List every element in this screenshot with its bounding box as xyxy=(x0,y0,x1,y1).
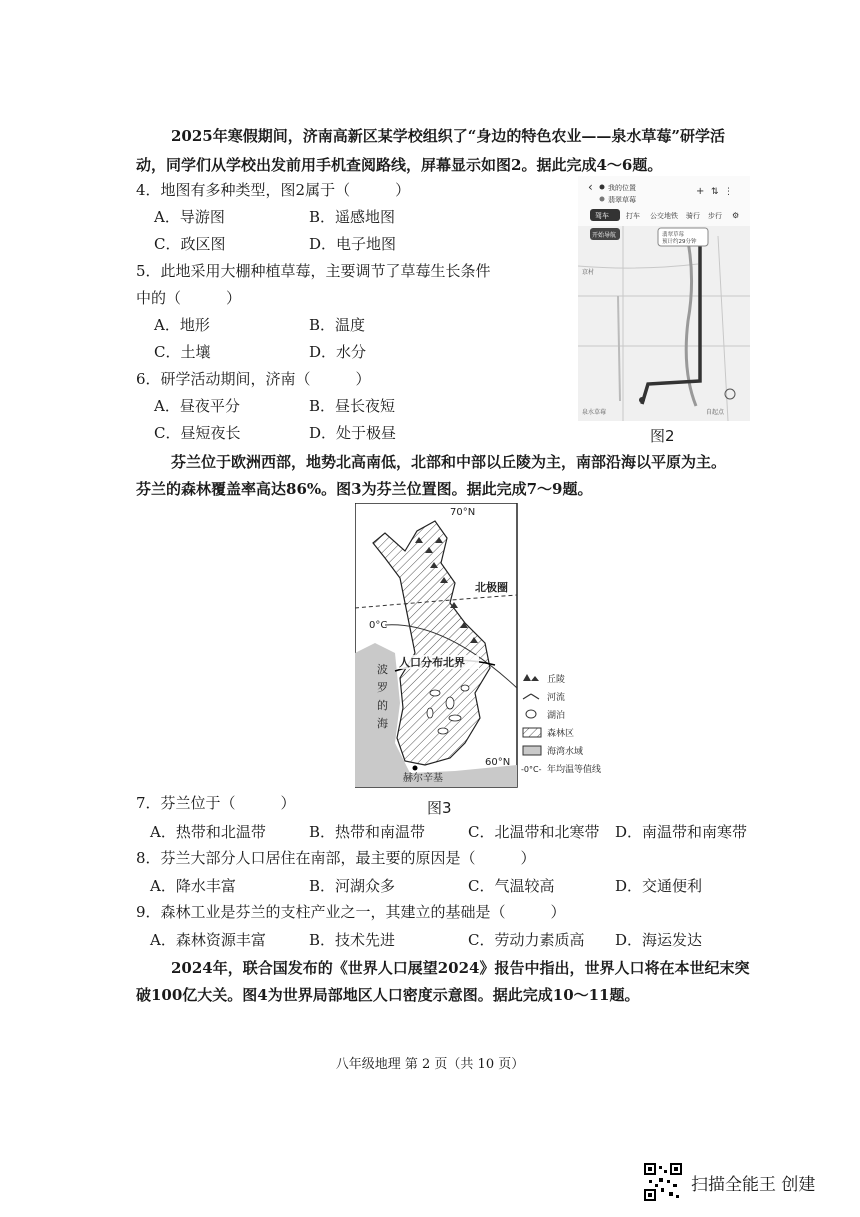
q5-option-b[interactable]: B．温度 xyxy=(309,316,366,334)
isotherm-0c-label: 0°C xyxy=(369,620,388,631)
q5-stem-line2: 中的（ ） xyxy=(136,289,242,307)
q5-option-c[interactable]: C．土壤 xyxy=(154,343,211,361)
q4-stem: 4．地图有多种类型，图2属于（ ） xyxy=(136,181,411,199)
q6-option-a[interactable]: A．昼夜平分 xyxy=(154,397,240,415)
qr-code-icon xyxy=(643,1162,683,1202)
q5-stem-line1: 5．此地采用大棚种植草莓，主要调节了草莓生长条件 xyxy=(136,262,491,280)
q8-option-a[interactable]: A．降水丰富 xyxy=(150,877,236,895)
q5-option-a[interactable]: A．地形 xyxy=(154,316,210,334)
q6-stem: 6．研学活动期间，济南（ ） xyxy=(136,370,371,388)
arctic-circle-label: 北极圈 xyxy=(475,581,508,594)
intro-4-6-line1: 2025年寒假期间，济南高新区某学校组织了“身边的特色农业——泉水草莓”研学活 xyxy=(171,127,726,145)
fig2-village-label: 京村 xyxy=(582,269,595,276)
legend-river-icon xyxy=(523,694,539,699)
page-footer: 八年级地理 第 2 页（共 10 页） xyxy=(335,1057,525,1072)
baltic-char-2: 罗 xyxy=(377,681,388,694)
q8-option-c[interactable]: C．气温较高 xyxy=(468,877,555,895)
helsinki-marker-icon xyxy=(413,766,418,771)
add-waypoint-icon[interactable]: + xyxy=(696,186,705,197)
start-navigation-label: 开始导航 xyxy=(592,232,617,239)
q9-option-d[interactable]: D．海运发达 xyxy=(615,931,703,949)
q6-option-d[interactable]: D．处于极昼 xyxy=(309,424,397,442)
population-boundary-label: 人口分布北界 xyxy=(399,656,465,669)
q8-option-b[interactable]: B．河湖众多 xyxy=(309,877,396,895)
mode-taxi-label[interactable]: 打车 xyxy=(626,212,640,220)
legend-river-label: 河流 xyxy=(547,693,566,703)
lat-70n-label: 70°N xyxy=(450,507,476,518)
origin-dot-icon xyxy=(600,185,605,190)
q5-option-d[interactable]: D．水分 xyxy=(309,343,367,361)
mode-drive-label: 驾车 xyxy=(595,212,609,220)
figure-2-caption: 图2 xyxy=(650,427,675,445)
helsinki-label: 赫尔辛基 xyxy=(403,773,443,784)
q4-option-c[interactable]: C．政区图 xyxy=(154,235,226,253)
map-legend xyxy=(521,673,601,775)
q7-option-a[interactable]: A．热带和北温带 xyxy=(150,823,266,841)
legend-sea-icon xyxy=(523,746,541,755)
intro-7-9-line2: 芬兰的森林覆盖率高达86%。图3为芬兰位置图。据此完成7～9题。 xyxy=(136,480,593,498)
fig2-destination[interactable]: 翡翠草莓 xyxy=(608,196,636,204)
q6-option-c[interactable]: C．昼短夜长 xyxy=(154,424,241,442)
route-info-time: 预计约29分钟 xyxy=(662,239,697,245)
mode-transit-label[interactable]: 公交地铁 xyxy=(650,212,678,220)
fig2-start-label: 自起点 xyxy=(706,409,725,416)
baltic-char-4: 海 xyxy=(377,717,388,730)
intro-10-11-line1: 2024年，联合国发布的《世界人口展望2024》报告中指出，世界人口将在本世纪末突 xyxy=(171,959,750,977)
fig2-end-label: 泉水草莓 xyxy=(582,409,607,416)
legend-lake-label: 湖泊 xyxy=(547,711,566,721)
legend-lake-icon xyxy=(526,710,536,718)
intro-4-6-line2: 动，同学们从学校出发前用手机查阅路线，屏幕显示如图2。据此完成4～6题。 xyxy=(136,156,663,174)
lat-60n-label: 60°N xyxy=(485,757,511,768)
q7-stem: 7．芬兰位于（ ） xyxy=(136,794,296,812)
legend-sea-label: 海湾水域 xyxy=(547,747,584,757)
q4-option-b[interactable]: B．遥感地图 xyxy=(309,208,396,226)
baltic-char-1: 波 xyxy=(377,663,388,676)
q7-option-b[interactable]: B．热带和南温带 xyxy=(309,823,426,841)
figure-2-phone-map xyxy=(578,176,750,421)
figure-3-caption: 图3 xyxy=(427,799,452,817)
more-icon[interactable]: ⋮ xyxy=(724,187,733,197)
end-marker-icon xyxy=(639,397,645,403)
mode-ride-label[interactable]: 骑行 xyxy=(686,212,700,220)
swap-icon[interactable]: ⇅ xyxy=(711,187,719,197)
destination-dot-icon xyxy=(600,197,605,202)
q9-option-a[interactable]: A．森林资源丰富 xyxy=(150,931,266,949)
mode-walk-label[interactable]: 步行 xyxy=(708,212,722,220)
route-info-dest: 翡翠草莓 xyxy=(662,232,685,238)
legend-forest-icon xyxy=(523,728,541,737)
fig2-my-location[interactable]: 我的位置 xyxy=(608,184,636,192)
q7-option-d[interactable]: D．南温带和南寒带 xyxy=(615,823,748,841)
legend-hills-label: 丘陵 xyxy=(547,675,566,685)
q8-option-d[interactable]: D．交通便利 xyxy=(615,877,703,895)
q9-stem: 9．森林工业是芬兰的支柱产业之一，其建立的基础是（ ） xyxy=(136,903,566,921)
legend-isotherm-label: 年均温等值线 xyxy=(547,765,602,775)
q8-stem: 8．芬兰大部分人口居住在南部，最主要的原因是（ ） xyxy=(136,849,536,867)
q6-option-b[interactable]: B．昼长夜短 xyxy=(309,397,396,415)
q4-option-d[interactable]: D．电子地图 xyxy=(309,235,397,253)
back-arrow-icon[interactable]: ‹ xyxy=(588,180,593,194)
scanner-brand-text: 扫描全能王 创建 xyxy=(691,1174,816,1195)
legend-forest-label: 森林区 xyxy=(547,729,575,739)
intro-7-9-line1: 芬兰位于欧洲西部，地势北高南低，北部和中部以丘陵为主，南部沿海以平原为主。 xyxy=(171,453,727,471)
q9-option-b[interactable]: B．技术先进 xyxy=(309,931,396,949)
q4-option-a[interactable]: A．导游图 xyxy=(154,208,225,226)
q7-option-c[interactable]: C．北温带和北寒带 xyxy=(468,823,600,841)
intro-10-11-line2: 破100亿大关。图4为世界局部地区人口密度示意图。据此完成10～11题。 xyxy=(136,986,640,1004)
figure-3-finland-map xyxy=(355,503,620,791)
q9-option-c[interactable]: C．劳动力素质高 xyxy=(468,931,585,949)
legend-hills-icon xyxy=(523,674,539,681)
legend-isotherm-icon: -0°C- xyxy=(521,765,542,774)
scanner-watermark xyxy=(643,1162,815,1202)
settings-icon[interactable]: ⚙ xyxy=(732,211,740,220)
baltic-char-3: 的 xyxy=(377,699,388,712)
